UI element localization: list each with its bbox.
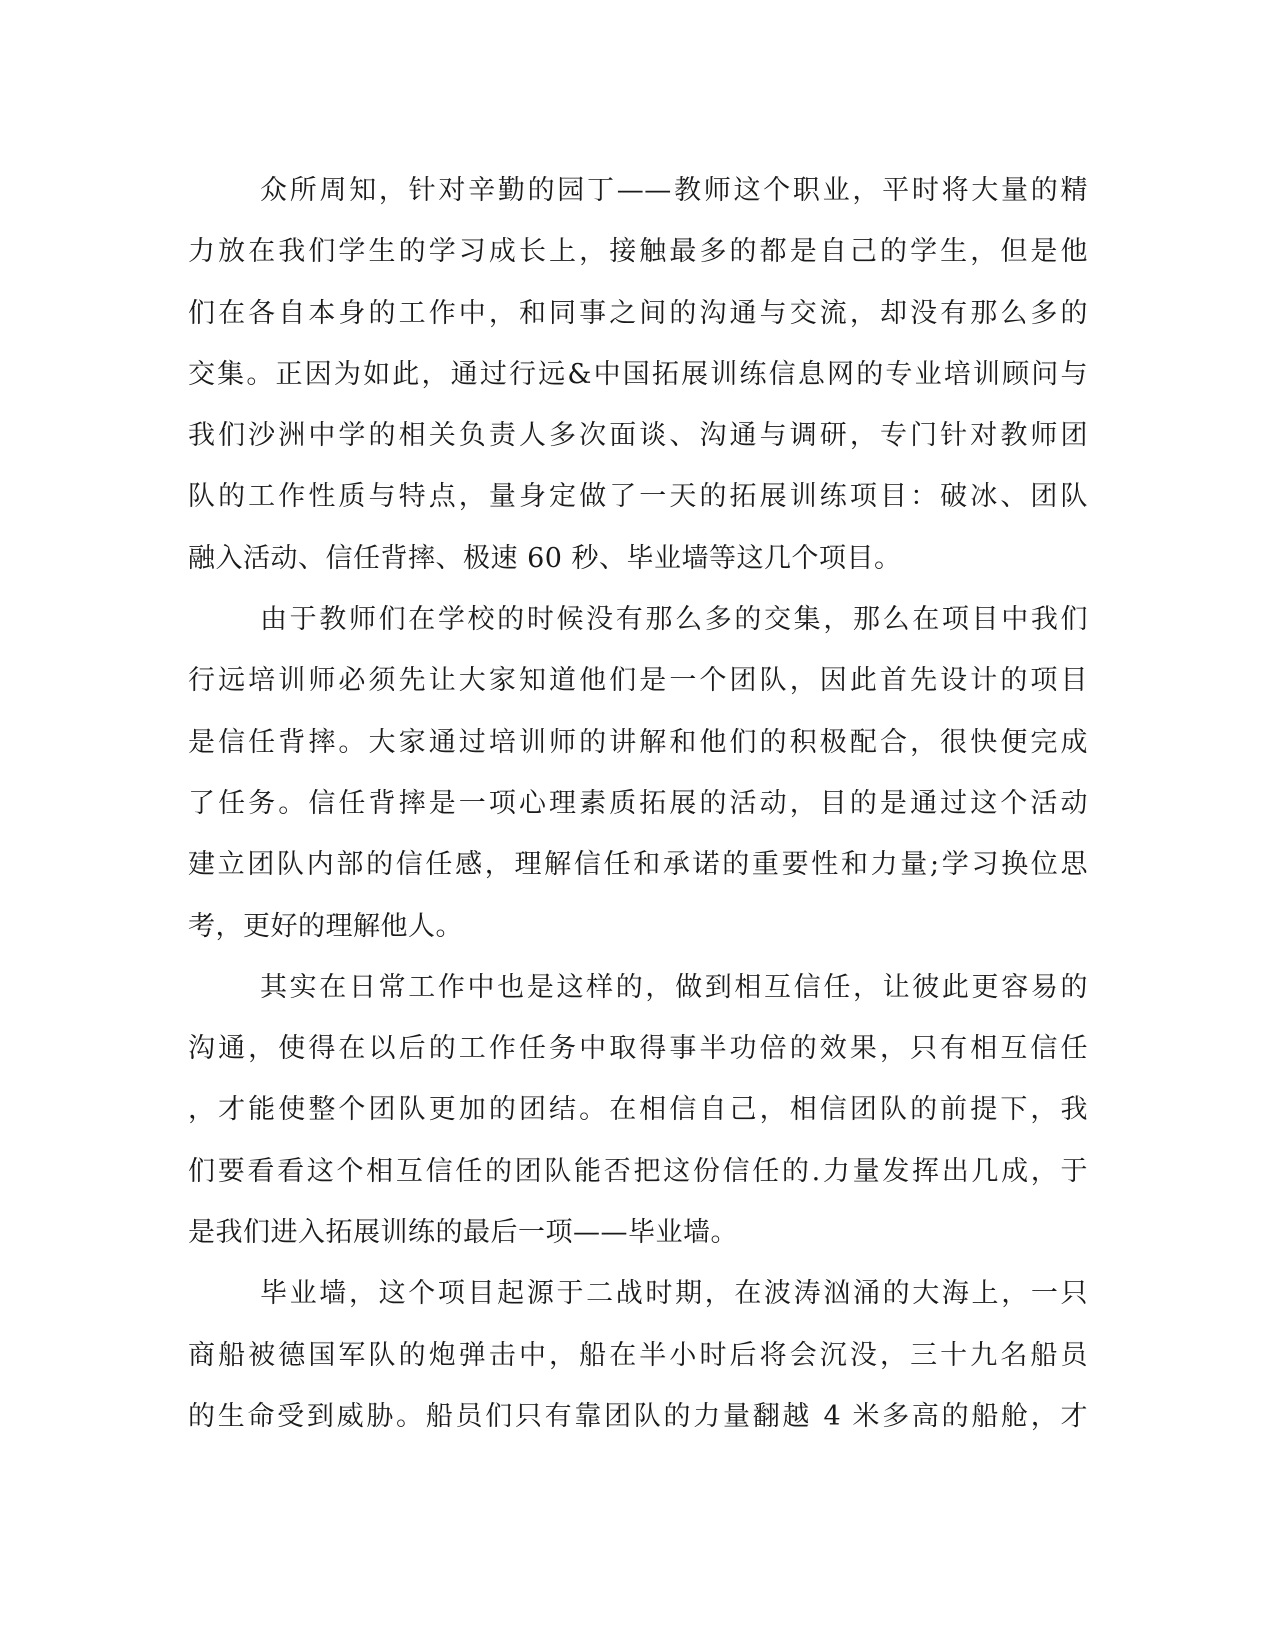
text-line: 融入活动、信任背摔、极速 60 秒、毕业墙等这几个项目。 [188,542,902,574]
paragraph-4 [188,1263,1088,1447]
text-line: 其实在日常工作中也是这样的，做到相互信任，让彼此更容易的 [260,971,1088,1003]
text-line: 力放在我们学生的学习成长上，接触最多的都是自己的学生，但是他 [188,236,1088,268]
text-line: 了任务。信任背摔是一项心理素质拓展的活动，目的是通过这个活动 [188,787,1088,819]
text-line: 毕业墙，这个项目起源于二战时期，在波涛汹涌的大海上，一只 [260,1278,1088,1310]
text-line: 行远培训师必须先让大家知道他们是一个团队，因此首先设计的项目 [188,665,1088,697]
text-line: 建立团队内部的信任感，理解信任和承诺的重要性和力量;学习换位思 [188,849,1088,881]
text-line: 们在各自本身的工作中，和同事之间的沟通与交流，却没有那么多的 [188,297,1088,329]
document-body [188,160,1088,1447]
text-line: 众所周知，针对辛勤的园丁——教师这个职业，平时将大量的精 [260,175,1088,206]
text-line: 由于教师们在学校的时候没有那么多的交集，那么在项目中我们 [260,604,1088,636]
text-line: 交集。正因为如此，通过行远&中国拓展训练信息网的专业培训顾问与 [188,358,1088,390]
text-line: 队的工作性质与特点，量身定做了一天的拓展训练项目：破冰、团队 [188,481,1088,513]
text-line: 沟通，使得在以后的工作任务中取得事半功倍的效果，只有相互信任 [188,1033,1088,1065]
text-line: 考，更好的理解他人。 [188,910,463,942]
paragraph-2 [188,589,1088,957]
text-line: 是信任背摔。大家通过培训师的讲解和他们的积极配合，很快便完成 [188,726,1088,758]
text-line: 的生命受到威胁。船员们只有靠团队的力量翻越 4 米多高的船舱，才 [188,1400,1088,1432]
text-line: ，才能使整个团队更加的团结。在相信自己，相信团队的前提下，我 [188,1094,1088,1126]
text-line: 我们沙洲中学的相关负责人多次面谈、沟通与调研，专门针对教师团 [188,420,1088,452]
text-line: 是我们进入拓展训练的最后一项——毕业墙。 [188,1217,738,1249]
text-line: 商船被德国军队的炮弹击中，船在半小时后将会沉没，三十九名船员 [188,1339,1088,1371]
paragraph-1 [188,160,1088,589]
paragraph-3 [188,957,1088,1263]
text-line: 们要看看这个相互信任的团队能否把这份信任的.力量发挥出几成，于 [188,1155,1088,1187]
